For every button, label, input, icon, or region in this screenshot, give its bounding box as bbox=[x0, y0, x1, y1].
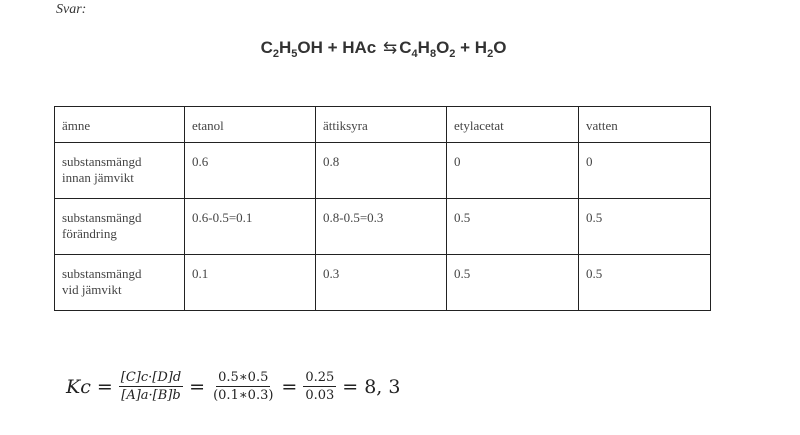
table-cell: 0.6-0.5=0.1 bbox=[185, 199, 316, 255]
fraction-denominator: [A]a·[B]b bbox=[121, 388, 181, 403]
table-cell: 0.5 bbox=[447, 199, 579, 255]
table-cell: 0 bbox=[447, 143, 579, 199]
fraction-numerator: [C]c·[D]d bbox=[120, 370, 182, 385]
header-cell: ämne bbox=[55, 107, 185, 143]
table-row bbox=[55, 199, 711, 255]
table-cell: 0.8 bbox=[316, 143, 447, 199]
equilibrium-arrow-icon: ⇆ bbox=[383, 38, 398, 57]
fraction-numerator: 0.5∗0.5 bbox=[218, 370, 269, 385]
header-cell: ättiksyra bbox=[316, 107, 447, 143]
equals-sign: = bbox=[281, 375, 298, 398]
table-cell: 0.3 bbox=[316, 255, 447, 311]
table-row bbox=[55, 143, 711, 199]
table-cell: 0.5 bbox=[447, 255, 579, 311]
plus-sign: + bbox=[322, 38, 343, 57]
fraction-numerator: 0.25 bbox=[305, 370, 335, 385]
simplified-fraction bbox=[303, 370, 336, 403]
header-cell: etylacetat bbox=[447, 107, 579, 143]
row-label: substansmängd förändring bbox=[55, 199, 185, 255]
ethyl-acetate-formula: $C_4H_8O_2$ bbox=[399, 38, 456, 60]
answer-label: Svar: bbox=[56, 2, 87, 17]
equilibrium-table bbox=[54, 106, 711, 311]
row-label: substansmängd vid jämvikt bbox=[55, 255, 185, 311]
equals-sign: = bbox=[96, 375, 113, 398]
table-cell: 0.5 bbox=[579, 255, 711, 311]
water-formula: $H_2O$ bbox=[474, 38, 507, 60]
table-cell: 0.5 bbox=[579, 199, 711, 255]
general-fraction bbox=[119, 370, 183, 403]
kc-symbol: Kc bbox=[66, 375, 91, 398]
header-cell: etanol bbox=[185, 107, 316, 143]
header-cell: vatten bbox=[579, 107, 711, 143]
reaction-equation bbox=[0, 38, 767, 58]
equilibrium-constant-formula bbox=[66, 370, 400, 403]
table-cell: 0.6 bbox=[185, 143, 316, 199]
equals-sign: = bbox=[342, 375, 359, 398]
table-row bbox=[55, 255, 711, 311]
table-header-row bbox=[55, 107, 711, 143]
fraction-denominator: (0.1∗0.3) bbox=[213, 388, 274, 403]
table-cell: 0.1 bbox=[185, 255, 316, 311]
table-cell: 0 bbox=[579, 143, 711, 199]
plus-sign: + bbox=[455, 38, 475, 57]
acetic-acid-formula: HAc bbox=[342, 38, 377, 57]
fraction-denominator: 0.03 bbox=[305, 388, 335, 403]
kc-result: 8, 3 bbox=[364, 375, 401, 398]
ethanol-formula: $C_2H_5OH$ bbox=[260, 38, 323, 60]
equals-sign: = bbox=[189, 375, 206, 398]
substituted-fraction bbox=[211, 370, 275, 403]
row-label: substansmängd innan jämvikt bbox=[55, 143, 185, 199]
table-cell: 0.8-0.5=0.3 bbox=[316, 199, 447, 255]
